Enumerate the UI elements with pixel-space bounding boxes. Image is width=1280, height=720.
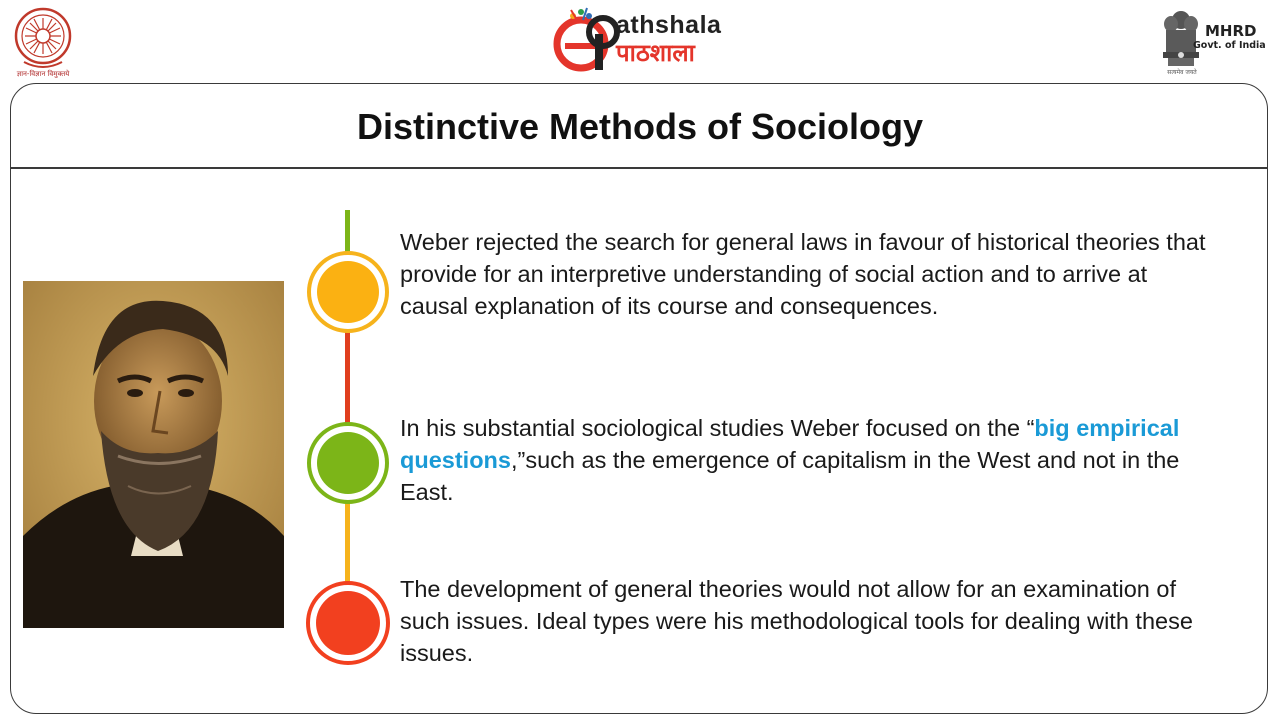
epg-logo-hindi: पाठशाला — [616, 39, 695, 67]
bullet-text-3: The development of general theories would not allow for an examination of such issues. Ideal types were his methodological tools for dealing with these issues. — [400, 576, 1193, 666]
green-circle-icon — [309, 424, 387, 502]
mhrd-title: MHRD — [1205, 22, 1257, 40]
bullet-2-after: ,”such as the emergence of capitalism in the West and not in the East. — [400, 447, 1180, 505]
bullet-2-highlight: big empirical questions — [400, 415, 1180, 473]
timeline-segment-bottom — [345, 503, 350, 583]
bullet-2-before: In his substantial sociological studies Weber focused on the “ — [400, 415, 1035, 441]
bullet-text-2 — [400, 412, 1220, 508]
mhrd-subtitle: Govt. of India — [1193, 40, 1266, 51]
slide-title: Distinctive Methods of Sociology — [356, 106, 924, 147]
timeline-segment-middle — [345, 331, 350, 425]
bullet-text-1: Weber rejected the search for general laws in favour of historical theories that provide for an interpretive understanding of social action and to arrive at causal explanation of its course and consequences. — [400, 229, 1206, 319]
title-divider — [11, 167, 1268, 169]
timeline-segment-top — [345, 210, 350, 255]
ugc-caption: ज्ञान-विज्ञान विमुक्तये — [16, 70, 70, 78]
bullet-timeline — [300, 205, 400, 675]
orange-circle-icon — [309, 253, 387, 331]
header-bar — [0, 0, 1280, 84]
red-circle-icon — [308, 583, 388, 663]
mhrd-caption: सत्यमेव जयते — [1167, 69, 1197, 76]
epg-logo-english: athshala — [616, 11, 722, 39]
weber-portrait-image — [23, 281, 284, 628]
